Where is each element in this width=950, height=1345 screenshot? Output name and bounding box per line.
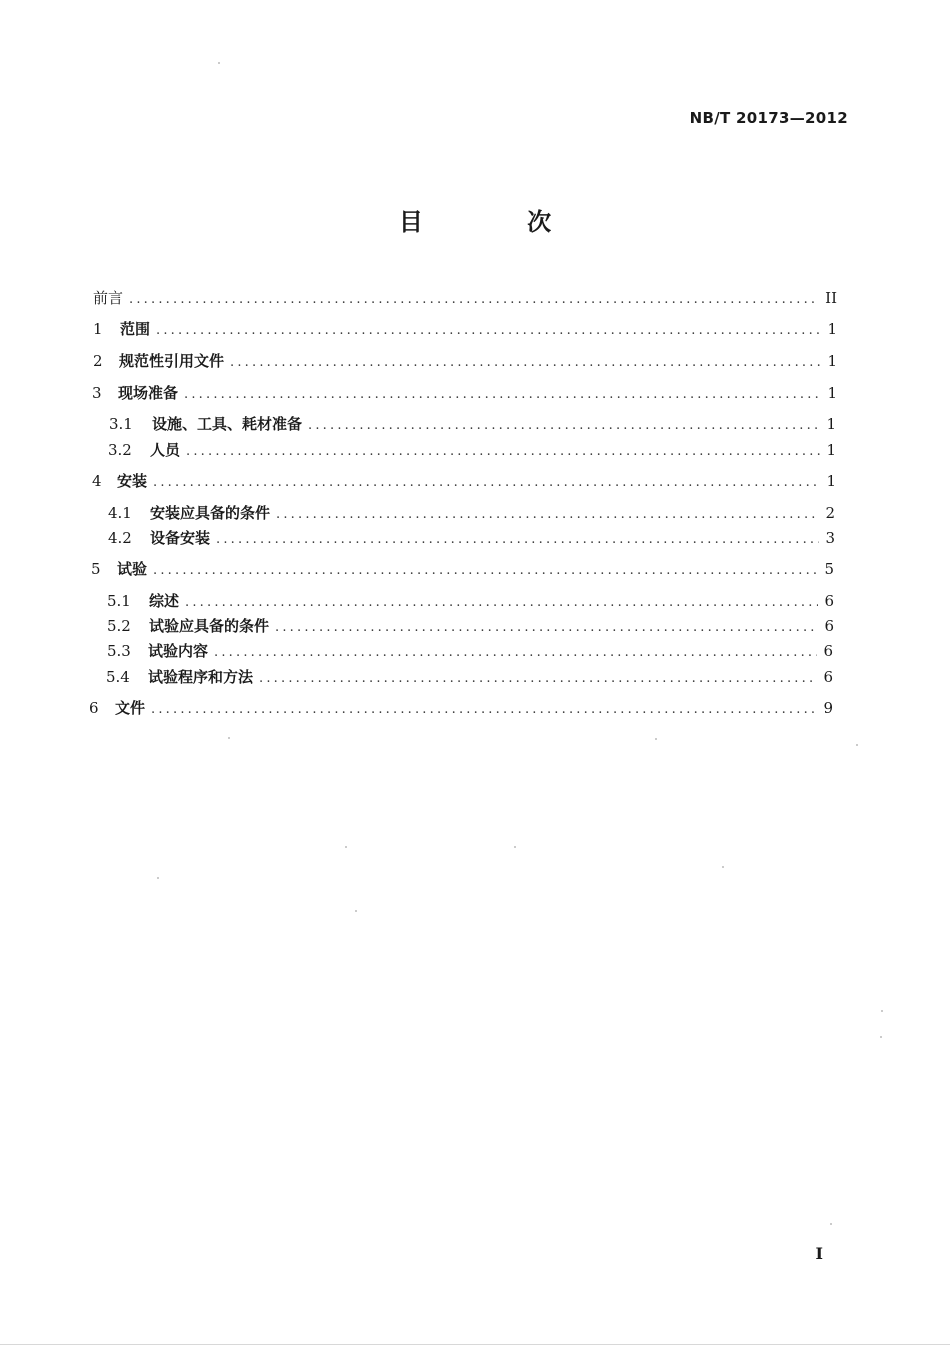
toc-entry-1[interactable]: [93, 318, 837, 339]
toc-entry-page: 2: [825, 504, 835, 522]
toc-entry-page: 1: [827, 320, 837, 338]
toc-entry-number: 4: [92, 472, 102, 490]
scan-speck: [856, 744, 858, 746]
toc-entry-page: 6: [823, 668, 833, 686]
toc-leader-dots: [186, 444, 820, 459]
toc-entry-page: 6: [823, 642, 833, 660]
toc-entry-label: 安装: [117, 472, 148, 490]
toc-entry-page: II: [825, 289, 837, 307]
toc-entry-number: 1: [93, 320, 103, 338]
toc-entry-3-1[interactable]: [109, 413, 836, 434]
toc-entry-page: 3: [825, 529, 835, 547]
toc-entry-5-2[interactable]: [107, 615, 834, 636]
toc-entry-label: 文件: [115, 699, 146, 717]
toc-leader-dots: [185, 595, 818, 610]
toc-leader-dots: [151, 702, 817, 717]
toc-entry-number: 3.2: [108, 441, 132, 459]
toc-entry-page: 1: [826, 472, 836, 490]
scan-speck: [228, 737, 230, 739]
toc-leader-dots: [259, 671, 817, 686]
toc-entry-3-2[interactable]: [108, 439, 836, 460]
toc-entry-page: 1: [827, 352, 837, 370]
toc-leader-dots: [276, 507, 819, 522]
toc-entry-label: 现场准备: [118, 384, 179, 402]
toc-leader-dots: [153, 475, 820, 490]
toc-entry-number: 3.1: [109, 415, 133, 433]
toc-leader-dots: [129, 292, 819, 307]
toc-entry-label: 试验程序和方法: [148, 668, 254, 686]
toc-leader-dots: [230, 355, 821, 370]
toc-entry-label: 试验: [117, 560, 148, 578]
toc-entry-label: 安装应具备的条件: [150, 504, 271, 522]
toc-entry-5-3[interactable]: [107, 640, 833, 661]
toc-entry-5-1[interactable]: [107, 590, 834, 611]
standard-code: NB/T 20173—2012: [689, 109, 848, 127]
toc-entry-number: 5.2: [107, 617, 131, 635]
scan-speck: [514, 846, 516, 848]
toc-entry-number: 2: [93, 352, 103, 370]
toc-leader-dots: [308, 418, 820, 433]
toc-leader-dots: [184, 387, 821, 402]
toc-entry-label: 人员: [150, 441, 181, 459]
scan-speck: [881, 1010, 883, 1012]
toc-entry-4-1[interactable]: [108, 502, 835, 523]
toc-entry-label: 设备安装: [150, 529, 211, 547]
toc-leader-dots: [156, 323, 821, 338]
toc-entry-5[interactable]: [91, 558, 834, 579]
toc-entry-number: 5.3: [107, 642, 131, 660]
toc-entry-4[interactable]: [92, 470, 836, 491]
toc-entry-page: 1: [827, 384, 837, 402]
toc-entry-number: 4.2: [108, 529, 132, 547]
scan-speck: [345, 846, 347, 848]
toc-entry-foreword[interactable]: [93, 287, 837, 308]
toc-entry-5-4[interactable]: [106, 666, 833, 687]
toc-entry-label: 综述: [149, 592, 180, 610]
toc-entry-label: 前言: [93, 289, 124, 307]
toc-entry-page: 6: [824, 617, 834, 635]
toc-entry-page: 5: [824, 560, 834, 578]
toc-entry-label: 试验应具备的条件: [149, 617, 270, 635]
toc-entry-number: 4.1: [108, 504, 132, 522]
toc-entry-page: 1: [826, 441, 836, 459]
toc-entry-label: 范围: [120, 320, 151, 338]
scan-speck: [880, 1036, 882, 1038]
toc-entry-number: 6: [89, 699, 99, 717]
scan-speck: [355, 910, 357, 912]
toc-leader-dots: [153, 563, 818, 578]
toc-leader-dots: [214, 645, 817, 660]
scan-speck: [830, 1223, 832, 1225]
scan-speck: [218, 62, 220, 64]
toc-entry-3[interactable]: [92, 382, 837, 403]
toc-entry-number: 3: [92, 384, 102, 402]
toc-entry-6[interactable]: [89, 697, 833, 718]
toc-entry-page: 1: [826, 415, 836, 433]
toc-entry-number: 5.1: [107, 592, 131, 610]
toc-entry-page: 6: [824, 592, 834, 610]
toc-entry-label: 试验内容: [148, 642, 209, 660]
toc-leader-dots: [216, 532, 819, 547]
toc-entry-label: 设施、工具、耗材准备: [152, 415, 303, 433]
scan-speck: [722, 866, 724, 868]
toc-entry-page: 9: [823, 699, 833, 717]
toc-entry-number: 5: [91, 560, 101, 578]
toc-entry-2[interactable]: [93, 350, 837, 371]
scan-speck: [157, 877, 159, 879]
toc-entry-4-2[interactable]: [108, 527, 835, 548]
scan-speck: [655, 738, 657, 740]
footer-page-number: I: [815, 1244, 823, 1263]
toc-entry-label: 规范性引用文件: [119, 352, 225, 370]
page-title: 目 次: [398, 208, 600, 236]
toc-entry-number: 5.4: [106, 668, 130, 686]
toc-leader-dots: [275, 620, 818, 635]
